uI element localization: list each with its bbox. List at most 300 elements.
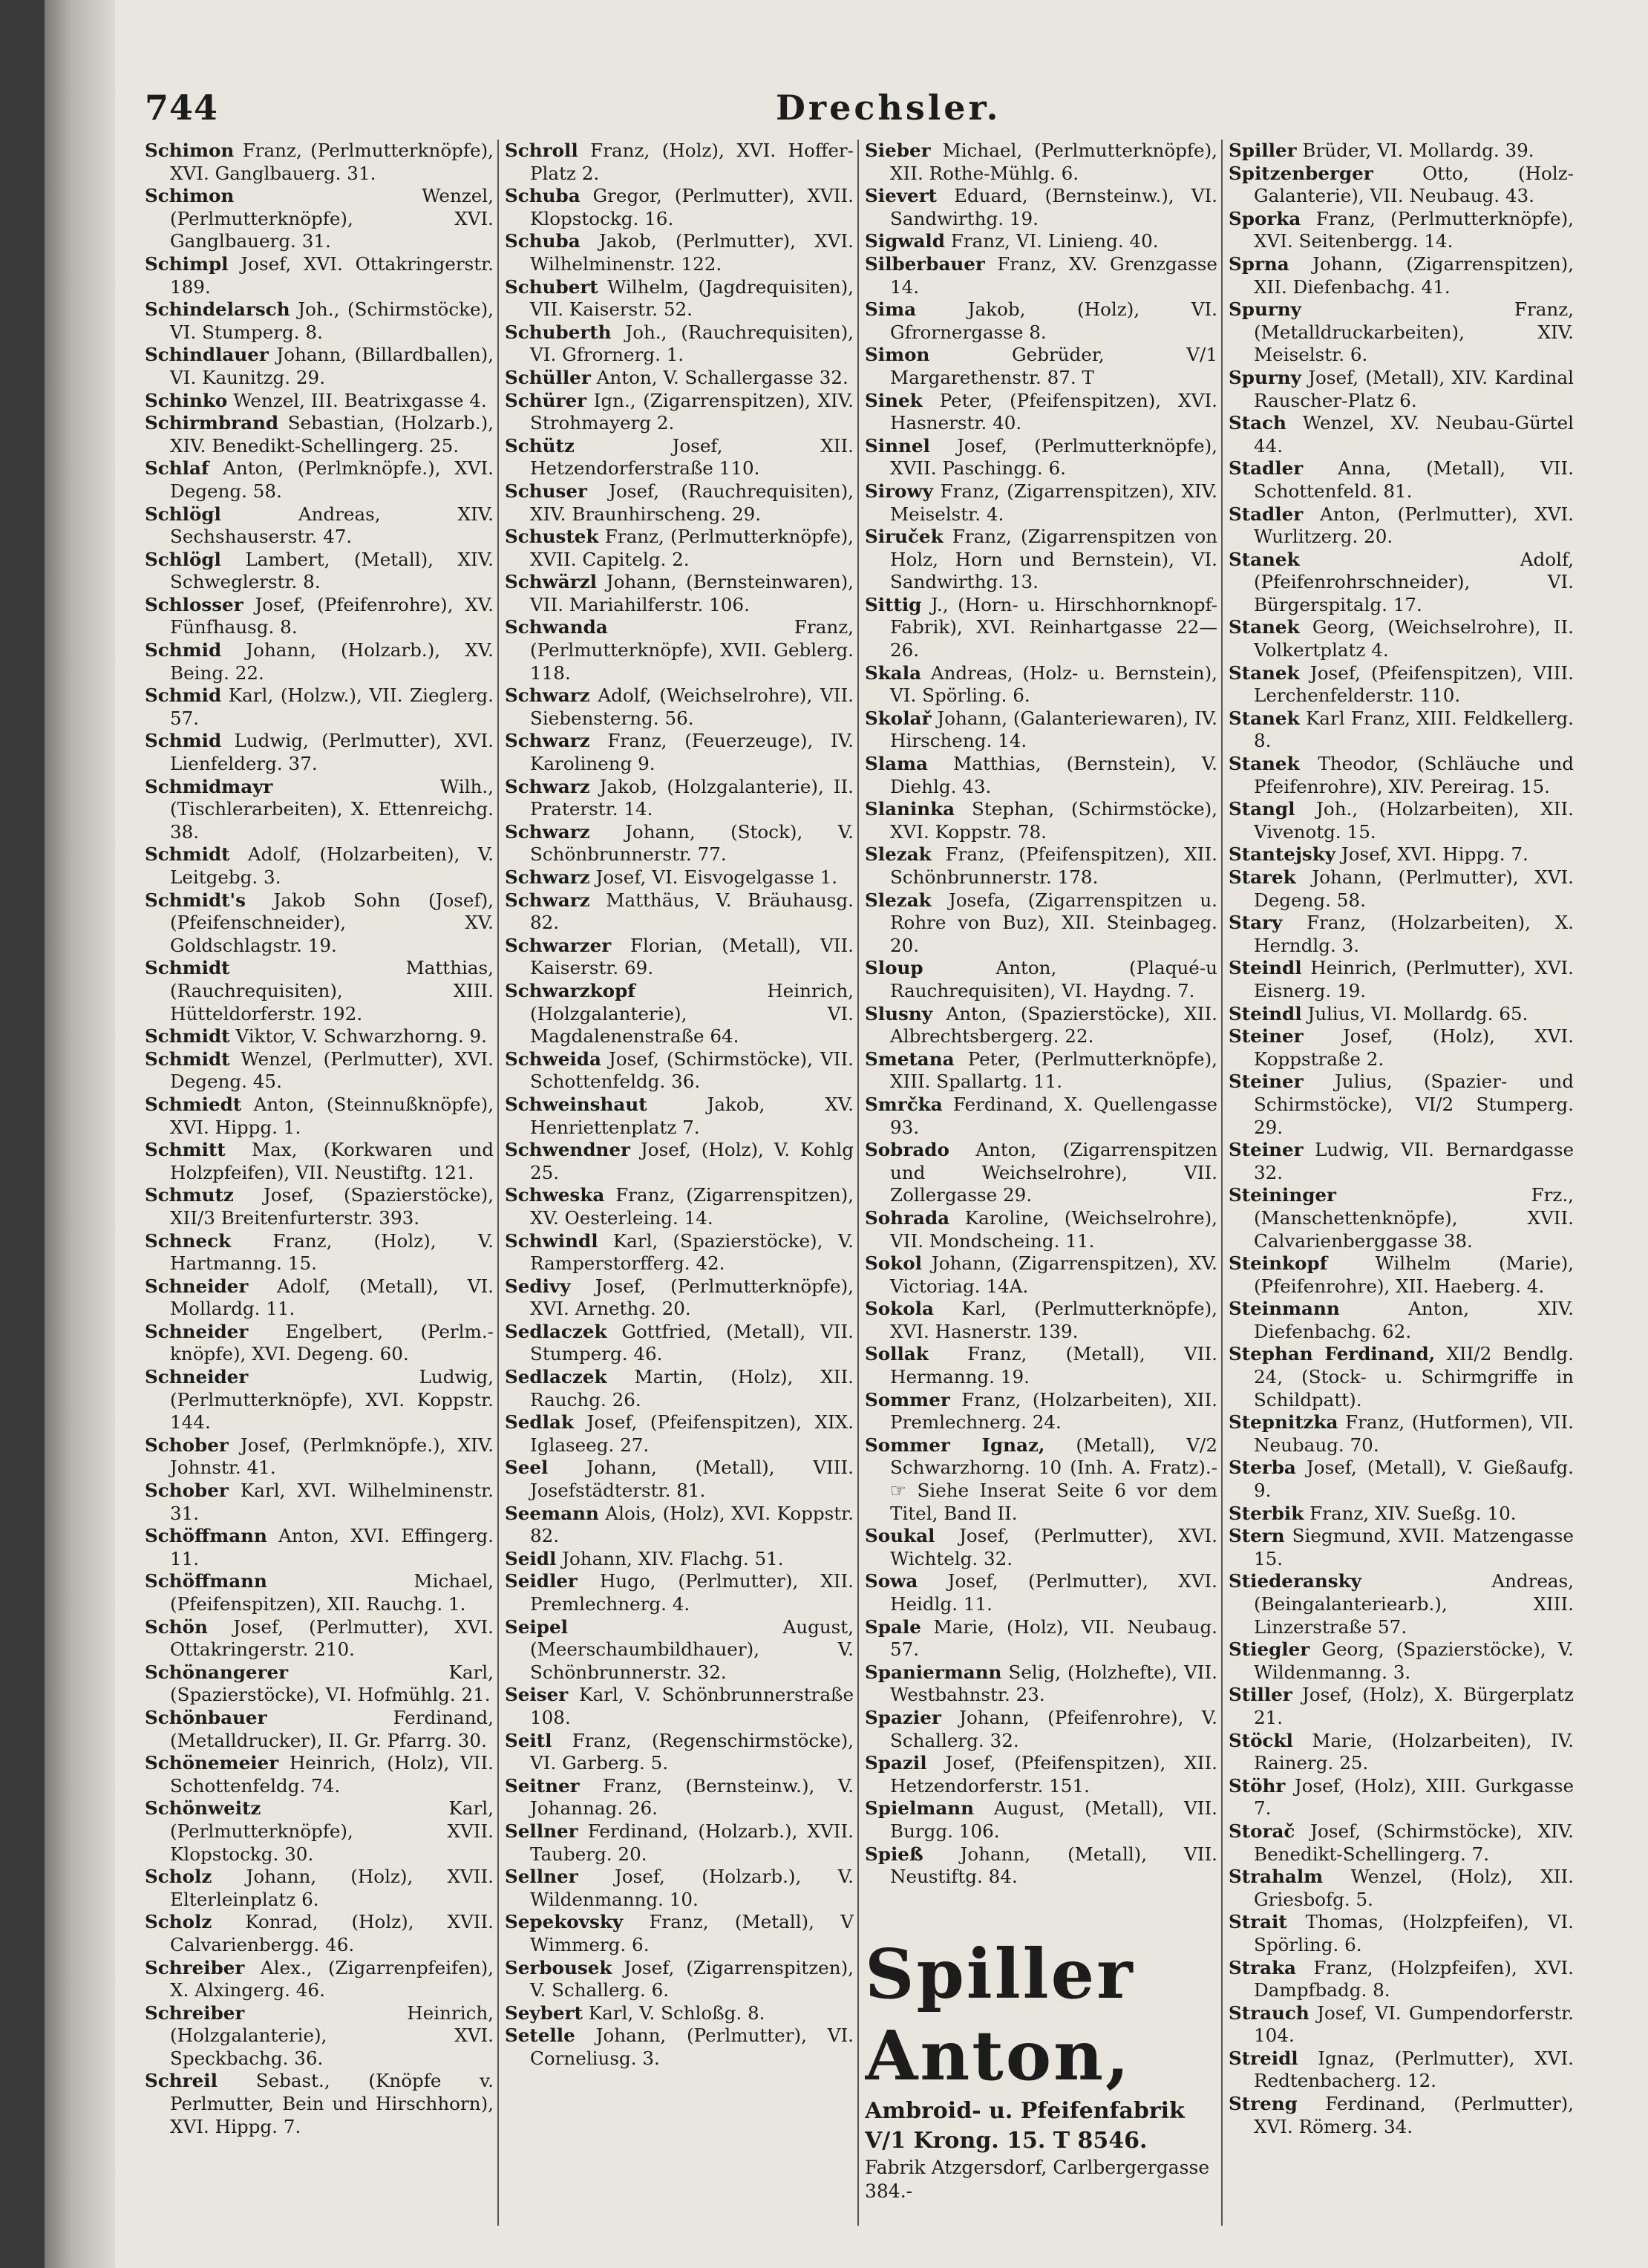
directory-entry (1229, 1298, 1574, 1343)
entry-details: Josef, (Perlmknöpfe.), XIV. Johnstr. 41. (170, 1434, 494, 1479)
page-title: Drechsler. (776, 88, 1001, 128)
entry-details: Gebrüder, V/1 Margarethenstr. 87. T (890, 344, 1217, 388)
entry-details: Peter, (Perlmutterknöpfe), XIII. Spallartg. 11. (890, 1048, 1217, 1093)
directory-entry (1229, 1911, 1574, 1956)
entry-name: Sieber (865, 140, 931, 161)
entry-name: Sloup (865, 957, 923, 979)
entry-name: Schmitt (145, 1139, 226, 1161)
entry-details: Ludwig, VII. Bernardgasse 32. (1254, 1139, 1574, 1183)
column-divider (857, 140, 859, 2226)
entry-details: Julius, (Spazier- und Schirmstöcke), VI/2 Stumperg. 29. (1254, 1071, 1574, 1138)
entry-details: Marie, (Holz), VII. Neubaug. 57. (890, 1615, 1217, 1661)
entry-details: Johann, (Metall), VIII. Josefstädterstr. 81. (530, 1457, 854, 1502)
entry-details: Josef, (Metall), XIV. Kardinal Rauscher-Platz 6. (1254, 366, 1574, 411)
entry-details: Johann, (Galanteriewaren), IV. Hirscheng. 14. (890, 707, 1217, 752)
entry-name: Soukal (865, 1525, 935, 1547)
directory-entry (865, 230, 1217, 253)
directory-entry (865, 753, 1217, 798)
entry-details: Franz, (Zigarrenspitzen von Holz, Horn und Bernstein), VI. Sandwirthg. 13. (890, 526, 1217, 593)
directory-entry (1229, 2002, 1574, 2048)
entry-details: Josef, (Pfeifenrohre), XV. Fünfhausg. 8. (170, 593, 494, 638)
entry-details: Franz, (Metall), V Wimmerg. 6. (530, 1911, 854, 1955)
entry-details: Franz, (Holz), V. Hartmanng. 15. (170, 1229, 494, 1275)
entry-name: Schuberth (505, 321, 612, 343)
column-divider (1221, 140, 1223, 2226)
entry-details: Josef, (Perlmutter), XVI. Heidlg. 11. (890, 1570, 1217, 1615)
entry-name: Smetana (865, 1048, 955, 1070)
entry-name: Spitzenberger (1229, 162, 1373, 184)
directory-entry (505, 776, 854, 821)
entry-details: Josef, (Holz), V. Kohlg 25. (530, 1139, 854, 1183)
entry-details: Johann, (Holz), XVII. Elterleinplatz 6. (170, 1866, 494, 1910)
entry-name: Stöhr (1229, 1774, 1286, 1797)
entry-details: Hugo, (Perlmutter), XII. Premlechnerg. 4. (530, 1570, 854, 1615)
entry-name: Strahalm (1229, 1866, 1324, 1888)
directory-entry (505, 1570, 854, 1615)
entry-name: Stanek (1229, 707, 1300, 729)
entry-details: Anton, XIV. Diefenbachg. 62. (1254, 1298, 1574, 1342)
directory-entry (1229, 367, 1574, 412)
entry-details: Siegmund, XVII. Matzengasse 15. (1254, 1525, 1574, 1569)
entry-details: August, (Meerschaumbildhauer), V. Schönbrunnerstr. 32. (530, 1615, 854, 1683)
entry-name: Schimpl (145, 252, 229, 275)
directory-entry (865, 1343, 1217, 1388)
entry-name: Stangl (1229, 798, 1295, 820)
entry-details: Franz, VI. Linieng. 40. (950, 230, 1159, 252)
entry-name: Schmid (145, 730, 222, 752)
directory-entry (865, 253, 1217, 298)
entry-details: Josef, (Holzarb.), V. Wildenmanng. 10. (530, 1866, 854, 1910)
directory-entry (145, 1616, 494, 1661)
entry-name: Stanek (1229, 753, 1300, 775)
directory-entry (865, 1389, 1217, 1434)
directory-entry (1229, 457, 1574, 503)
entry-name: Schwarz (505, 730, 590, 752)
entry-details: Adolf, (Holzarbeiten), V. Leitgebg. 3. (170, 843, 494, 888)
entry-details: XII/2 Bendlg. 24, (Stock- u. Schirmgriffe in Schildpatt). (1254, 1343, 1574, 1411)
entry-name: Stadler (1229, 457, 1304, 480)
entry-details: Franz, (Zigarrenspitzen), XIV. Meiselstr. 4. (890, 480, 1217, 525)
entry-details: Florian, (Metall), VII. Kaiserstr. 69. (530, 934, 854, 979)
directory-entry (505, 1230, 854, 1275)
entry-name: Stadler (1229, 503, 1304, 525)
directory-entry (1229, 1525, 1574, 1570)
entry-details: Johann, (Zigarrenspitzen), XII. Diefenbachg. 41. (1254, 252, 1574, 298)
entry-details: Wenzel, (Holz), XII. Griesbofg. 5. (1254, 1866, 1574, 1910)
directory-entry (145, 390, 494, 413)
entry-details: Johann, (Stock), V. Schönbrunnerstr. 77. (530, 820, 854, 866)
directory-entry (1229, 549, 1574, 617)
directory-entry (145, 1570, 494, 1615)
entry-name: Sittig (865, 593, 922, 615)
entry-name: Streidl (1229, 2047, 1298, 2069)
directory-entry (1229, 2048, 1574, 2093)
entry-name: Schönemeier (145, 1752, 279, 1774)
directory-entry (1229, 503, 1574, 549)
entry-details: Franz, (Metall), VII. Hermanng. 19. (890, 1343, 1217, 1388)
entry-details: Matthäus, V. Bräuhausg. 82. (530, 889, 854, 934)
entry-name: Sepekovsky (505, 1911, 624, 1933)
entry-name: Slusny (865, 1002, 933, 1024)
entry-name: Starek (1229, 866, 1296, 888)
entry-name: Schlögl (145, 548, 221, 570)
directory-entry (505, 185, 854, 230)
entry-name: Schlaf (145, 457, 209, 480)
entry-details: Andreas, XIV. Sechshauserstr. 47. (170, 503, 494, 548)
directory-entry (865, 1094, 1217, 1139)
entry-details: Josef, (Perlmutterknöpfe), XVII. Paschingg. 6. (890, 434, 1217, 480)
directory-entry (505, 2002, 854, 2025)
directory-entry (1229, 1775, 1574, 1820)
directory-entry (1229, 1638, 1574, 1684)
directory-entry (1229, 1071, 1574, 1139)
directory-entry (865, 707, 1217, 753)
entry-details: Anton, XVI. Effingerg. 11. (170, 1525, 494, 1569)
entry-details: Josef, (Pfeifenspitzen), VIII. Lerchenfelderstr. 110. (1254, 661, 1574, 707)
entry-name: Schön (145, 1615, 208, 1638)
entry-name: Sowa (865, 1570, 918, 1592)
entry-name: Sterbik (1229, 1502, 1304, 1524)
entry-name: Schroll (505, 140, 578, 161)
entry-name: Schöffmann (145, 1525, 267, 1547)
directory-entry (505, 526, 854, 571)
entry-details: Karoline, (Weichselrohre), VII. Mondscheing. 11. (890, 1206, 1217, 1252)
directory-entry (865, 1434, 1217, 1525)
entry-details: Karl, V. Schönbrunnerstraße 108. (530, 1684, 854, 1728)
entry-name: Schwarz (505, 820, 590, 843)
entry-name: Schreiber (145, 2001, 245, 2024)
directory-entry (505, 616, 854, 684)
directory-entry (145, 684, 494, 730)
entry-name: Schirmbrand (145, 412, 279, 434)
directory-entry (865, 390, 1217, 435)
entry-details: Ferdinand, (Perlmutter), XVI. Römerg. 34. (1254, 2093, 1574, 2137)
directory-entry (865, 1207, 1217, 1252)
entry-name: Sedlak (505, 1411, 574, 1434)
directory-entry (505, 730, 854, 775)
entry-name: Sedlaczek (505, 1366, 607, 1388)
entry-details: Josef, XII. Hetzendorferstraße 110. (530, 434, 854, 480)
entry-name: Schlosser (145, 593, 243, 615)
directory-entry (505, 1616, 854, 1684)
entry-name: Schwendner (505, 1139, 630, 1161)
entry-details: Konrad, (Holz), XVII. Calvarienbergg. 46. (170, 1911, 494, 1955)
directory-entry (505, 1820, 854, 1866)
entry-name: Schimon (145, 185, 235, 207)
entry-name: Steinmann (1229, 1298, 1340, 1320)
entry-name: Schmidt (145, 1048, 230, 1070)
directory-entry (1229, 707, 1574, 753)
directory-entry (505, 480, 854, 526)
entry-name: Schindelarsch (145, 298, 290, 321)
directory-entry (865, 1139, 1217, 1207)
directory-entry (505, 1411, 854, 1457)
entry-name: Schöffmann (145, 1570, 267, 1592)
directory-entry (865, 1752, 1217, 1797)
entry-details: Karl, (Spazierstöcke), V. Ramperstorfferg. 42. (530, 1229, 854, 1275)
advert-line-3: Fabrik Atzgersdorf, Carlbergergasse 384.- (865, 2156, 1210, 2202)
directory-entry (1229, 1411, 1574, 1457)
directory-entry (1229, 163, 1574, 208)
directory-entry (145, 776, 494, 844)
entry-name: Spazier (865, 1706, 941, 1728)
entry-details: Anton, (Steinnußknöpfe), XVI. Hippg. 1. (170, 1093, 494, 1138)
entry-details: Jakob, XV. Henriettenplatz 7. (530, 1093, 854, 1138)
directory-entry (145, 1525, 494, 1570)
entry-name: Schmidt's (145, 889, 246, 911)
entry-name: Schürer (505, 389, 587, 411)
entry-details: Josef, (Schirmstöcke), XIV. Benedikt-Schellingerg. 7. (1254, 1820, 1574, 1865)
entry-name: Seidler (505, 1570, 578, 1592)
entry-name: Schuba (505, 230, 581, 252)
entry-name: Schönbauer (145, 1706, 267, 1728)
directory-entry (505, 1184, 854, 1229)
entry-details: Joh., (Rauchrequisiten), VI. Gfrornerg. 1. (530, 321, 854, 366)
entry-name: Setelle (505, 2024, 575, 2047)
entry-details: Thomas, (Holzpfeifen), VI. Spörling. 6. (1254, 1911, 1574, 1955)
entry-details: Josef, (Schirmstöcke), VII. Schottenfeldg. 36. (530, 1048, 854, 1093)
entry-details: Franz, (Holzarbeiten), XII. Premlechnerg. 24. (890, 1388, 1217, 1434)
directory-entry (1229, 298, 1574, 367)
entry-name: Sokola (865, 1298, 934, 1320)
entry-details: Josef, (Zigarrenspitzen), V. Schallerg. 6. (530, 1956, 854, 2001)
advertisement (865, 1933, 1217, 2203)
entry-name: Sinek (865, 389, 923, 411)
directory-entry (145, 843, 494, 889)
directory-entry (145, 1957, 494, 2002)
directory-entry (865, 798, 1217, 843)
entry-name: Seitl (505, 1729, 552, 1751)
directory-entry (145, 594, 494, 639)
directory-entry (1229, 1570, 1574, 1638)
directory-entry (145, 730, 494, 775)
entry-name: Schwarzkopf (505, 979, 635, 1001)
entry-name: Stanek (1229, 548, 1300, 570)
directory-entry (145, 1661, 494, 1707)
entry-name: Serbousek (505, 1956, 612, 1978)
entry-details: Johann, (Perlmutter), XVI. Degeng. 58. (1254, 866, 1574, 911)
directory-entry (145, 185, 494, 253)
directory-entry (145, 1866, 494, 1911)
entry-details: Josef, VI. Eisvogelgasse 1. (595, 866, 838, 888)
directory-entry (865, 480, 1217, 526)
entry-details: (Metall), V/2 Schwarzhorng. 10 (Inh. A. Fratz).- ☞ Siehe Inserat Seite 6 vor dem Titel, Band II. (890, 1434, 1217, 1524)
entry-name: Sedlaczek (505, 1320, 607, 1342)
entry-details: Georg, (Weichselrohre), II. Volkertplatz 4. (1254, 616, 1574, 661)
entry-details: Josef, (Holz), XVI. Koppstraße 2. (1254, 1025, 1574, 1070)
entry-name: Schütz (505, 434, 575, 457)
entry-details: Ludwig, (Perlmutter), XVI. Lienfelderg. 37. (170, 730, 494, 775)
entry-name: Simon (865, 344, 930, 366)
directory-entry (1229, 412, 1574, 457)
entry-details: Josef, (Perlmutter), XVI. Ottakringerstr. 210. (170, 1615, 494, 1661)
entry-name: Schwarz (505, 775, 590, 797)
entry-details: Johann, (Pfeifenrohre), V. Schallerg. 32. (890, 1706, 1217, 1751)
entry-details: Franz, (Perlmutterknöpfe), XVII. Geblerg. 118. (530, 616, 854, 684)
directory-entry (145, 889, 494, 958)
entry-name: Seitner (505, 1774, 580, 1797)
entry-name: Stach (1229, 412, 1286, 434)
entry-name: Sprna (1229, 252, 1289, 275)
entry-name: Sellner (505, 1866, 578, 1888)
directory-entry (505, 935, 854, 980)
entry-details: Anna, (Metall), VII. Schottenfeld. 81. (1254, 457, 1574, 502)
entry-details: Wilhelm, (Jagdrequisiten), VII. Kaiserstr. 52. (530, 275, 854, 321)
entry-details: Gregor, (Perlmutter), XVII. Klopstockg. 16. (530, 185, 854, 229)
directory-entry (1229, 253, 1574, 298)
directory-entry (145, 1752, 494, 1797)
entry-name: Schmid (145, 684, 222, 707)
entry-details: Peter, (Pfeifenspitzen), XVI. Hasnerstr. 40. (890, 389, 1217, 434)
directory-entry (505, 1457, 854, 1502)
directory-entry (865, 1570, 1217, 1615)
directory-entry (505, 367, 854, 390)
entry-name: Siruček (865, 526, 944, 548)
entry-name: Skala (865, 661, 922, 684)
directory-entry (145, 1321, 494, 1366)
entry-name: Slama (865, 753, 928, 775)
entry-details: Franz, (Holzpfeifen), XVI. Dampfbadg. 8. (1254, 1956, 1574, 2001)
directory-entry (145, 344, 494, 389)
entry-details: Anton, (Plaqué-u Rauchrequisiten), VI. Haydng. 7. (890, 957, 1217, 1001)
directory-entry (505, 1548, 854, 1571)
entry-details: Franz, (Metalldruckarbeiten), XIV. Meiselstr. 6. (1254, 298, 1574, 366)
entry-details: Joh., (Schirmstöcke), VI. Stumperg. 8. (170, 298, 494, 343)
entry-name: Sima (865, 298, 917, 321)
entry-details: Gottfried, (Metall), VII. Stumperg. 46. (530, 1320, 854, 1365)
entry-details: Stephan, (Schirmstöcke), XVI. Koppstr. 78. (890, 798, 1217, 843)
entry-name: Sommer Ignaz, (865, 1434, 1045, 1456)
entry-name: Spurny (1229, 366, 1301, 388)
entry-details: Adolf, (Metall), VI. Mollardg. 11. (170, 1275, 494, 1320)
entry-name: Schmidt (145, 1025, 230, 1048)
entry-details: Jakob, (Holzgalanterie), II. Praterstr. 14. (530, 775, 854, 820)
directory-entry (145, 1707, 494, 1752)
directory-entry (865, 1616, 1217, 1661)
entry-details: Josef, (Holz), XIII. Gurkgasse 7. (1254, 1774, 1574, 1820)
directory-entry (505, 435, 854, 480)
entry-name: Seybert (505, 2001, 583, 2024)
entry-details: Franz, (Zigarrenspitzen), XV. Oesterleing. 14. (530, 1184, 854, 1229)
entry-name: Stephan Ferdinand, (1229, 1343, 1436, 1365)
entry-name: Steiner (1229, 1139, 1304, 1161)
directory-entry (505, 1048, 854, 1094)
directory-entry (505, 571, 854, 616)
directory-entry (505, 2024, 854, 2070)
entry-details: Adolf, (Weichselrohre), VII. Siebensterng. 56. (530, 684, 854, 729)
directory-entry (1229, 1684, 1574, 1729)
directory-entry (865, 1003, 1217, 1048)
advert-line-1: Ambroid- u. Pfeifenfabrik (865, 2097, 1185, 2124)
directory-entry (145, 1434, 494, 1480)
directory-entry (865, 344, 1217, 389)
directory-entry (1229, 616, 1574, 661)
entry-name: Stiller (1229, 1684, 1292, 1706)
entry-details: Ign., (Zigarrenspitzen), XIV. Strohmayerg 2. (530, 389, 854, 434)
directory-entry (505, 1503, 854, 1548)
page-header (145, 88, 1574, 132)
entry-name: Sigwald (865, 230, 945, 252)
directory-entry (865, 889, 1217, 958)
entry-name: Schneider (145, 1366, 249, 1388)
entry-details: Josef, (Perlmutterknöpfe), XVI. Arnethg. 20. (530, 1275, 854, 1320)
entry-name: Schmidt (145, 843, 230, 866)
entry-name: Silberbauer (865, 252, 985, 275)
book-spine-shadow (45, 0, 115, 2268)
entry-details: Selig, (Holzhefte), VII. Westbahnstr. 23. (890, 1661, 1217, 1706)
entry-name: Sohrada (865, 1206, 950, 1229)
entry-details: Franz, (Perlmutterknöpfe), XVI. Ganglbauerg. 31. (170, 140, 494, 184)
entry-name: Skolař (865, 707, 932, 729)
entry-name: Stary (1229, 912, 1283, 934)
entry-name: Seidl (505, 1547, 557, 1569)
entry-details: Max, (Korkwaren und Holzpfeifen), VII. Neustiftg. 121. (170, 1139, 494, 1183)
entry-name: Sedivy (505, 1275, 571, 1297)
directory-entry (1229, 2093, 1574, 2138)
entry-details: Josef, VI. Gumpendorferstr. 104. (1254, 2001, 1574, 2047)
directory-entry (505, 1684, 854, 1729)
entry-name: Sirowy (865, 480, 933, 502)
entry-name: Steindl (1229, 957, 1302, 979)
entry-name: Spieß (865, 1843, 923, 1865)
entry-details: Wilhelm (Marie), (Pfeifenrohre), XII. Haeberg. 4. (1254, 1252, 1574, 1297)
entry-name: Seel (505, 1457, 549, 1479)
entry-details: Anton, V. Schallergasse 32. (596, 366, 848, 388)
entry-details: Sebast., (Knöpfe v. Perlmutter, Bein und Hirschhorn), XVI. Hippg. 7. (170, 2070, 494, 2137)
entry-details: Ferdinand, X. Quellengasse 93. (890, 1093, 1217, 1138)
page-number: 744 (145, 88, 219, 128)
directory-entry (1229, 798, 1574, 843)
entry-details: Sebastian, (Holzarb.), XIV. Benedikt-Schellingerg. 25. (170, 412, 494, 457)
directory-entry (865, 1843, 1217, 1889)
directory-entry (505, 866, 854, 889)
directory-entry (1229, 140, 1574, 163)
directory-entry (865, 1298, 1217, 1343)
entry-name: Stiederansky (1229, 1570, 1361, 1592)
directory-entry (145, 957, 494, 1025)
directory-entry (1229, 1957, 1574, 2002)
directory-entry (865, 1661, 1217, 1707)
directory-entry (145, 253, 494, 298)
entry-name: Stantejsky (1229, 843, 1336, 866)
entry-details: Anton, (Perlmknöpfe.), XVI. Degeng. 58. (170, 457, 494, 502)
entry-details: Franz, (Perlmutterknöpfe), XVI. Seitenbergg. 14. (1254, 207, 1574, 252)
entry-details: Adolf, (Pfeifenrohrschneider), VI. Bürgerspitalg. 17. (1254, 548, 1574, 615)
directory-entry (505, 821, 854, 866)
directory-entry (145, 1139, 494, 1184)
entry-name: Steinkopf (1229, 1252, 1328, 1275)
directory-entry (505, 684, 854, 730)
entry-details: Josef, (Perlmutter), XVI. Wichtelg. 32. (890, 1525, 1217, 1569)
entry-details: August, (Metall), VII. Burgg. 106. (890, 1797, 1217, 1842)
entry-details: Frz., (Manschettenknöpfe), XVII. Calvarienberggasse 38. (1254, 1184, 1574, 1252)
directory-entry (145, 639, 494, 684)
entry-name: Sommer (865, 1388, 950, 1411)
entry-details: Ferdinand, (Metalldrucker), II. Gr. Pfarrg. 30. (170, 1706, 494, 1751)
directory-entry (145, 140, 494, 185)
directory-entry (145, 1230, 494, 1275)
column-3-entries (865, 140, 1217, 1889)
directory-entry (1229, 957, 1574, 1002)
entry-name: Spielmann (865, 1797, 975, 1820)
entry-details: Andreas, (Holz- u. Bernstein), VI. Spörling. 6. (890, 661, 1217, 707)
entry-details: Karl, XVI. Wilhelminenstr. 31. (170, 1480, 494, 1524)
directory-entry (865, 1525, 1217, 1570)
entry-name: Schuser (505, 480, 587, 502)
entry-details: Franz, (Perlmutterknöpfe), XVII. Capitelg. 2. (530, 526, 854, 570)
directory-entry (865, 185, 1217, 230)
directory-entry (505, 140, 854, 185)
